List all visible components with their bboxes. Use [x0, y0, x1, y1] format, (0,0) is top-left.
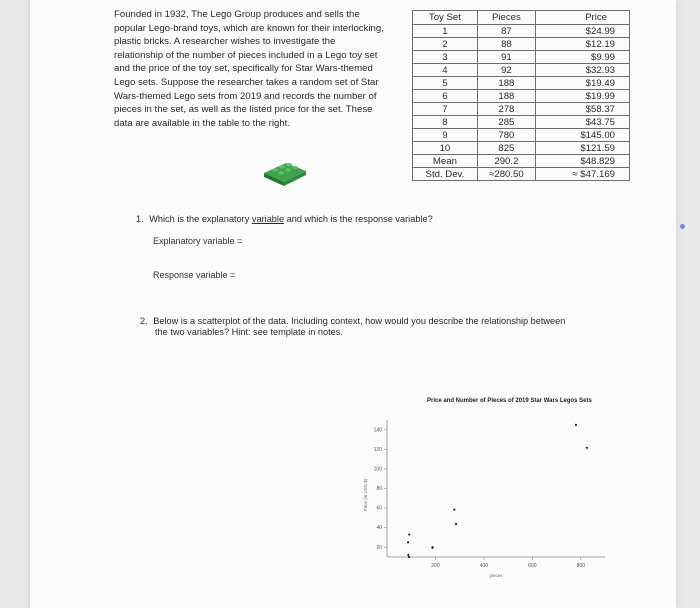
- question-2-line-2: the two variables? Hint: see template in notes.: [155, 327, 343, 337]
- question-2-line-1: Below is a scatterplot of the data. Including context, how would you describe the relationship between: [153, 316, 566, 326]
- y-ticks: [374, 427, 387, 550]
- question-2-number: 2.: [140, 316, 148, 326]
- y-tick-label: 100: [373, 466, 382, 473]
- cell: 9: [413, 129, 478, 142]
- cell: 285: [477, 116, 535, 129]
- response-variable-prompt: Response variable =: [153, 270, 236, 280]
- header-price: Price: [535, 11, 629, 25]
- y-tick-label: 60: [376, 505, 382, 512]
- data-points: [407, 424, 588, 558]
- cell: 4: [413, 64, 478, 77]
- cell: $19.99: [535, 90, 629, 103]
- question-1-number: 1.: [136, 214, 144, 224]
- cell: 87: [477, 25, 535, 38]
- question-1-text-end: and which is the response variable?: [284, 214, 433, 224]
- scroll-marker-dot: [680, 224, 685, 229]
- chart-title: Price and Number of Pieces of 2019 Star Wars Legos Sets: [427, 398, 592, 404]
- cell: $24.99: [535, 25, 629, 38]
- scatter-point: [431, 546, 433, 548]
- cell: $121.59: [535, 142, 629, 155]
- scatterplot: [30, 0, 676, 608]
- cell: Mean: [413, 155, 478, 168]
- cell: 1: [413, 25, 478, 38]
- question-1-underlined-word: variable: [251, 214, 285, 224]
- scatter-point: [453, 509, 455, 511]
- cell: 2: [413, 38, 478, 51]
- x-tick-label: 800: [576, 563, 585, 569]
- cell: 278: [477, 103, 535, 116]
- cell: 7: [413, 103, 478, 116]
- scatter-point: [455, 523, 457, 525]
- worksheet-page: [30, 0, 676, 608]
- cell: $19.49: [535, 77, 629, 90]
- y-tick-label: 40: [376, 525, 382, 532]
- y-tick-label: 20: [376, 544, 382, 551]
- cell: $48.829: [535, 155, 629, 168]
- cell: 8: [413, 116, 478, 129]
- cell: ≈ $47.169: [535, 168, 629, 181]
- cell: 188: [477, 77, 535, 90]
- scatter-point: [586, 447, 588, 449]
- cell: $145.00: [535, 129, 629, 142]
- cell: 92: [477, 64, 535, 77]
- y-tick-label: 140: [373, 427, 382, 434]
- cell: 6: [413, 90, 478, 103]
- x-axis-label: pieces: [489, 573, 503, 578]
- cell: $43.75: [535, 116, 629, 129]
- x-tick-label: 600: [528, 563, 537, 569]
- question-1-text-start: Which is the explanatory: [149, 214, 252, 224]
- cell: ≈280.50: [477, 168, 535, 181]
- cell: 825: [477, 142, 535, 155]
- explanatory-variable-prompt: Explanatory variable =: [153, 236, 243, 246]
- x-ticks: [431, 557, 585, 569]
- scatter-point: [408, 556, 410, 558]
- cell: 88: [477, 38, 535, 51]
- header-toy-set: Toy Set: [413, 11, 478, 25]
- x-tick-label: 400: [479, 563, 489, 569]
- cell: 91: [477, 51, 535, 64]
- intro-paragraph: Founded in 1932, The Lego Group produces and sells the popular Lego-brand toys, which are known for their interlocking, plastic bricks. A researcher wishes to investigate the relationship of the number of pieces included in a Lego toy set and the price of the toy set, specifically for Star Wars-themed Lego sets. Suppose the researcher takes a random set of Star Wars-themed Lego sets from 2019 and records the number of pieces in the set, as well as the listed price for the set. These data are available in the table to the right.: [114, 9, 384, 129]
- header-pieces: Pieces: [477, 11, 535, 25]
- cell: 188: [477, 90, 535, 103]
- cell: 3: [413, 51, 478, 64]
- cell: $12.19: [535, 38, 629, 51]
- scatter-point: [408, 533, 410, 535]
- cell: 10: [413, 142, 478, 155]
- cell: 5: [413, 77, 478, 90]
- scatter-point: [407, 554, 409, 556]
- cell: 290.2: [477, 155, 535, 168]
- cell: $9.99: [535, 51, 629, 64]
- cell: $58.37: [535, 103, 629, 116]
- cell: 780: [477, 129, 535, 142]
- y-tick-label: 80: [376, 486, 382, 493]
- cell: $32.93: [535, 64, 629, 77]
- scatter-point: [575, 424, 577, 426]
- scatter-point: [407, 541, 409, 543]
- y-axis-label: Price (in USD $): [363, 478, 368, 512]
- x-tick-label: 200: [431, 563, 440, 569]
- y-tick-label: 120: [373, 446, 382, 453]
- cell: Std. Dev.: [413, 168, 478, 181]
